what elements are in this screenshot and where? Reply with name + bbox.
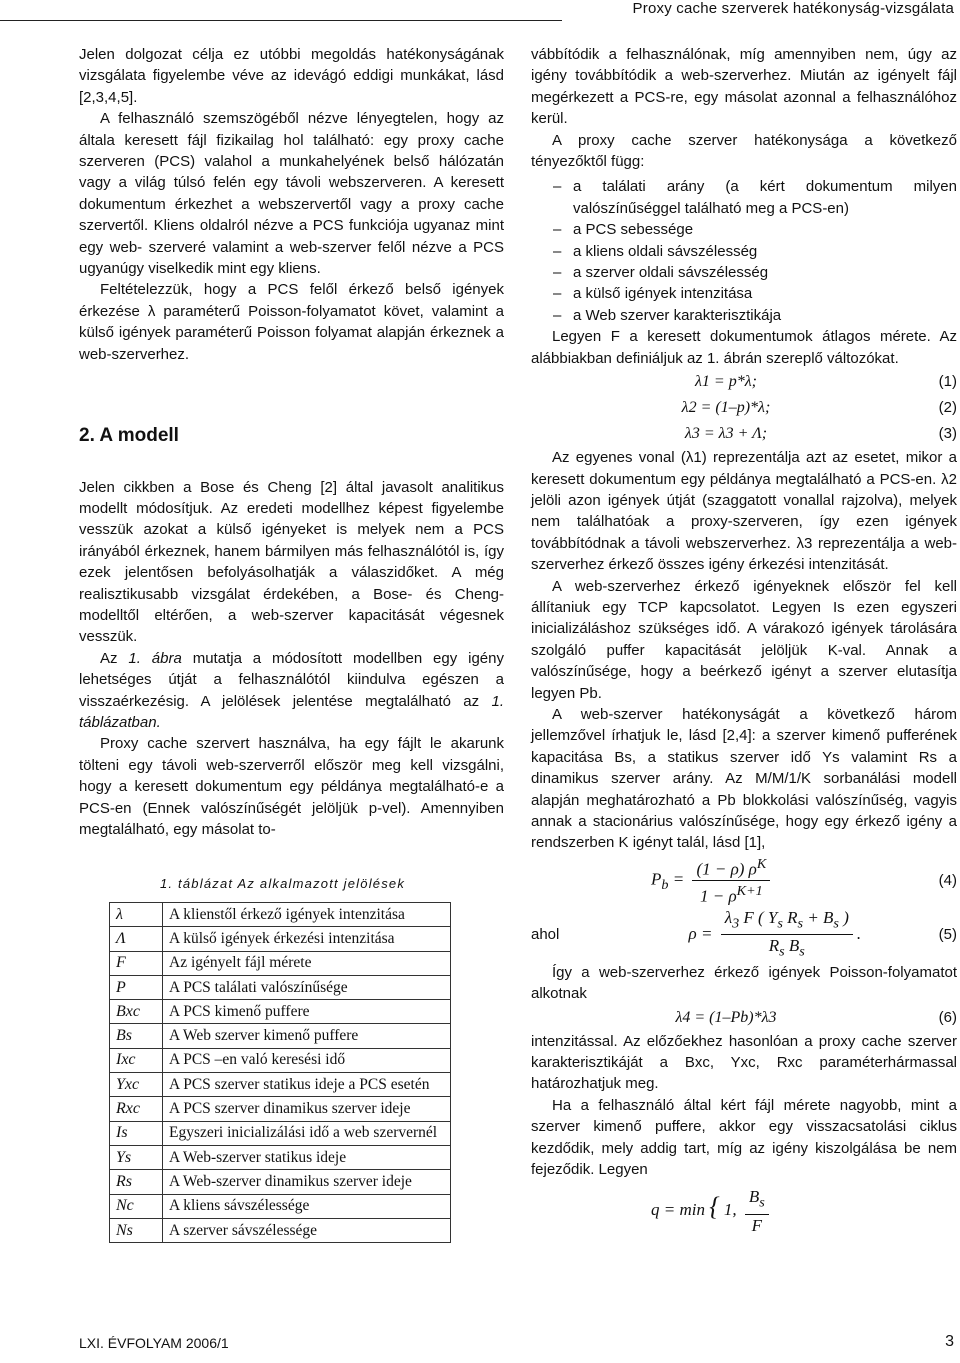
paragraph: A web-szerver hatékonyságát a következő három jellemzővel írhatjuk le, lásd [2,4]: a szerver kimenő pufferének kapacitása Bs, a statikus szerver idő Ys valamint Rs a dinamikus szerver arány. Az M/M/1/K sorbanálási modell alapján meghatározható a Pb blokkolási valószínűség, vagyis annak a stacionárius valószínűsége, hogy egy érkező igény a rendszerben K igényt talál, lásd [1], (531, 705, 957, 852)
symbol-cell: Ns (110, 1218, 163, 1242)
text: Az (100, 649, 129, 667)
list-item: – a szerver oldali sávszélesség (553, 262, 957, 283)
description-cell: A Web-szerver statikus ideje (163, 1145, 451, 1169)
description-cell: A klienstől érkező igények intenzitása (163, 903, 451, 927)
symbol-cell: Is (110, 1121, 163, 1145)
table-row (110, 1000, 451, 1024)
symbol-cell: Bs (110, 1024, 163, 1048)
page-number: 3 (945, 1333, 954, 1350)
equation: λ1 = p*λ; (695, 373, 757, 391)
description-cell: A Web szerver kimenő puffere (163, 1024, 451, 1048)
paragraph (79, 648, 504, 734)
symbol-cell: Ixc (110, 1048, 163, 1072)
list-item: – a Web szerver karakterisztikája (553, 305, 957, 326)
symbol-cell: F (110, 951, 163, 975)
paragraph: Proxy cache szervert használva, ha egy fájlt le akarunk tölteni egy távoli web-szerverről először meg kell vizsgálni, hogy a keresett dokumentum egy példánya megtalálható-e a PCS-en (Ennek valószínűségét jelöljük p-vel). Amennyiben megtalálható, egy másolat to- (79, 735, 504, 838)
table-row (110, 903, 451, 927)
paragraph: Feltételezzük, hogy a PCS felől érkező belső igények érkezése λ paraméterű Poisson-folyamatot követ, valamint a külső igények paraméterű Poisson folyamat alapján érkeznek a web-szerverhez. (79, 281, 504, 363)
table-row (110, 1073, 451, 1097)
equation-4 (531, 854, 957, 908)
paragraph: Legyen F a keresett dokumentumok átlagos mérete. Az alábbiakban definiáljuk az 1. ábrán szereplő változókat. (531, 328, 957, 367)
pb-formula-image: $P_b$ = $\frac{(1 - \rho) \rho^K}{1 - \rho^{K+1}}$ (651, 854, 774, 907)
table-row (110, 1218, 451, 1242)
symbol-cell: λ (110, 903, 163, 927)
right-column (531, 44, 957, 1237)
rho-formula-image: ρ = $\frac{\lambda_3 F ( Y_s R_s + B_s )}{R_s B_s}$ . (688, 907, 862, 960)
paragraph: Az egyenes vonal (λ1) reprezentálja azt az esetet, mikor a keresett dokumentum egy példánya megtalálható a PCS-en. λ2 jelöli azon igények útját (szaggatott vonallal rajzolva), melyek nem találhatóak a proxy-szerveren, így ezen igények továbbítódnak a távoli webszerverhez. λ3 reprezentálja a web-szerverhez érkező összes igény érkezési intenzitását. (531, 449, 957, 574)
description-cell: A PCS kimenő puffere (163, 1000, 451, 1024)
description-cell: A külső igények érkezési intenzitása (163, 927, 451, 951)
notation-table (109, 902, 451, 1243)
equation-number: (3) (938, 425, 957, 443)
equation-1 (531, 369, 957, 395)
q-formula-image: q = min { 1, $\frac{B_s}{F}$ (531, 1186, 957, 1236)
table-row (110, 951, 451, 975)
equation: λ2 = (1–p)*λ; (681, 399, 771, 417)
description-cell: Egyszeri inicializálási idő a web szervernél (163, 1121, 451, 1145)
description-cell: A PCS szerver statikus ideje a PCS esetén (163, 1073, 451, 1097)
paragraph: intenzitással. Az előzőekhez hasonlóan a proxy cache szerver karakterisztikáját a Bxc, Yxc, Rxc paraméterhármassal határozhatjuk meg. (531, 1032, 957, 1093)
symbol-cell: Rxc (110, 1097, 163, 1121)
symbol-cell: Nc (110, 1194, 163, 1218)
paragraph: Jelen dolgozat célja ez utóbbi megoldás hatékonyságának vizsgálata figyelembe véve az idevágó eddigi munkákat, lásd [2,3,4,5]. (79, 46, 504, 106)
text: ahol (531, 926, 560, 944)
symbol-cell: Λ (110, 927, 163, 951)
paragraph: A felhasználó szemszögéből nézve lényegtelen, hogy az általa keresett fájl fizikailag hol található: egy proxy cache szerveren (PCS) valahol a munkahelyének belső hálózatán vagy a világ túlsó felén egy távoli webszerveren. A keresett dokumentum érkezhet a webszervertől vagy a proxy cache szervertől. Kliens oldalról nézve a PCS funkciója ugyanaz mint egy web- szerveré valamint a web-szerver felől nézve a PCS ugyanúgy viselkedik mint egy kliens. (79, 110, 504, 278)
equation-5 (531, 908, 957, 962)
description-cell: A kliens sávszélessége (163, 1194, 451, 1218)
table-row (110, 1048, 451, 1072)
description-cell: A PCS szerver dinamikus szerver ideje (163, 1097, 451, 1121)
footer-volume: LXI. ÉVFOLYAM 2006/1 (79, 1335, 229, 1351)
table-row (110, 1024, 451, 1048)
symbol-cell: P (110, 975, 163, 999)
text: mutatja a módosított modellben egy igény lehetséges útját a felhasználótól kiindulva egészen a visszaérkezésig. A jelölések jelentése megtalálható az (79, 649, 504, 710)
list-item: – a kliens oldali sávszélesség (553, 241, 957, 262)
equation-number: (1) (938, 373, 957, 391)
symbol-cell: Bxc (110, 1000, 163, 1024)
list-item: – a külső igények intenzitása (553, 283, 957, 304)
list-item: – a PCS sebessége (553, 219, 957, 240)
paragraph: Így a web-szerverhez érkező igények Poisson-folyamatot alkotnak (531, 963, 957, 1003)
description-cell: A PCS –en való keresési idő (163, 1048, 451, 1072)
table-row (110, 1121, 451, 1145)
symbol-cell: Ys (110, 1145, 163, 1169)
equation: λ3 = λ3 + Λ; (684, 425, 768, 443)
paragraph: A proxy cache szerver hatékonysága a következő tényezőktől függ: (531, 131, 957, 171)
paragraph: Jelen cikkben a Bose és Cheng [2] által javasolt analitikus modellt módosítjuk. Az eredeti modellhez képest figyelembe vesszük azokat a külső igényeket is melyek nem a PCS irányából érkeznek, hanem bármilyen más felhasználótól is, így ezek jelentősen befolyásolhatják a válaszidőket. A még realisztikusabb vizsgálat érdekében, a Bose- és Cheng-modelltől eltérően, a web-szerver kapacitását végesnek vesszük. (79, 478, 504, 646)
table-row (110, 927, 451, 951)
figure-ref-link[interactable]: 1. ábra (128, 649, 182, 667)
header-rule (0, 20, 562, 21)
symbol-cell: Yxc (110, 1073, 163, 1097)
paragraph: vábbítódik a felhasználónak, míg amennyiben nem, úgy az igény továbbítódik a web-szerverhez. Miután az igényelt fájl megérkezett a PCS-re, egy másolat azonnal a felhasználóhoz kerül. (531, 46, 957, 128)
description-cell: A PCS találati valószínűsége (163, 975, 451, 999)
equation-number: (6) (938, 1008, 957, 1026)
description-cell: Az igényelt fájl mérete (163, 951, 451, 975)
description-cell: A Web-szerver dinamikus szerver ideje (163, 1170, 451, 1194)
table-caption: 1. táblázat Az alkalmazott jelölések (160, 876, 406, 891)
equation-3 (531, 421, 957, 447)
equation-2 (531, 395, 957, 421)
table-row (110, 1097, 451, 1121)
table-row (110, 1194, 451, 1218)
list-item: – a találati arány (a kért dokumentum milyen valószínűséggel található meg a PCS-en) (553, 176, 957, 219)
symbol-cell: Rs (110, 1170, 163, 1194)
equation-6 (531, 1005, 957, 1031)
equation-number: (5) (938, 926, 957, 944)
table-row (110, 1170, 451, 1194)
left-column (79, 44, 504, 840)
description-cell: A szerver sávszélessége (163, 1218, 451, 1242)
table-row (110, 975, 451, 999)
equation: λ4 = (1–Pb)*λ3 (675, 1008, 777, 1026)
paragraph: Ha a felhasználó által kért fájl mérete nagyobb, mint a szerver kimenő puffere, akkor egy visszacsatolási ciklus kezdődik, mely addig tart, míg az igény kiszolgálása be nem fejeződik. Legyen (531, 1096, 957, 1179)
equation-number: (4) (938, 872, 957, 890)
table-row (110, 1145, 451, 1169)
table-ref-link[interactable]: 1. táblázatban. (79, 692, 504, 731)
equation-number: (2) (938, 399, 957, 417)
running-header: Proxy cache szerverek hatékonyság-vizsgálata (632, 0, 954, 17)
paragraph: A web-szerverhez érkező igényeknek először fel kell állítaniuk egy TCP kapcsolatot. Legyen Is ezen egyszeri inicializáláshoz szükséges idő. A várakozó igények tárolására szolgáló puffer kapacitását jelöljük K-val. Annak a valószínűsége, hogy a beérkező igényt a szerver elutasítja legyen Pb. (531, 577, 957, 702)
factor-list (531, 176, 957, 326)
section-heading: 2. A modell (79, 425, 179, 447)
